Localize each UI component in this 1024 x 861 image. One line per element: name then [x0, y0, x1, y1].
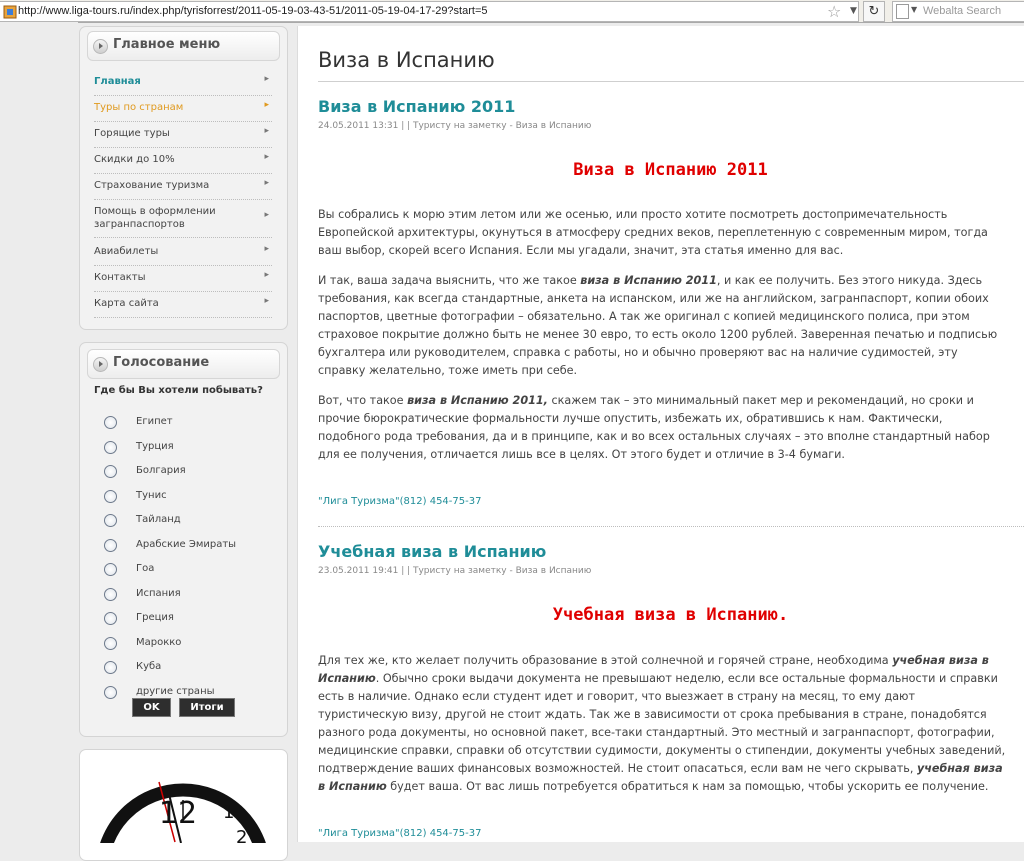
poll-option[interactable] — [104, 609, 274, 627]
article-meta: 23.05.2011 19:41 | | Туристу на заметку - Виза в Испанию — [318, 566, 592, 576]
poll-option[interactable] — [104, 413, 274, 431]
poll-option[interactable] — [104, 634, 274, 652]
poll-question: Где бы Вы хотели побывать? — [94, 385, 263, 396]
menu-item-hot-tours[interactable] — [94, 121, 272, 148]
clock-number-2: 2 — [236, 827, 248, 843]
paragraph-emphasis: учебная виза в Испанию — [318, 762, 1003, 793]
poll-option-label: Тайланд — [136, 514, 181, 525]
clock-module — [79, 749, 288, 861]
chevron-right-icon: ▸ — [264, 296, 269, 306]
poll-option[interactable] — [104, 585, 274, 603]
menu-item-label-line2[interactable]: загранпаспортов — [94, 219, 185, 230]
article-title-link[interactable]: Виза в Испанию 2011 — [318, 97, 516, 116]
contact-line: "Лига Туризма"(812) 454-75-37 — [318, 496, 482, 507]
url-text[interactable]: http://www.liga-tours.ru/index.php/tyrisforrest/2011-05-19-03-43-51/2011-05-19-04-17-29?start=5 — [18, 5, 488, 17]
radio-button[interactable] — [104, 612, 117, 625]
menu-item-sitemap[interactable] — [94, 291, 272, 318]
module-bullet-icon — [93, 39, 108, 54]
poll-option-label: Тунис — [136, 490, 167, 501]
chevron-right-icon: ▸ — [264, 126, 269, 136]
radio-button[interactable] — [104, 441, 117, 454]
search-engine-icon[interactable] — [896, 4, 909, 19]
menu-item-label[interactable]: Контакты — [94, 272, 146, 283]
search-placeholder[interactable]: Webalta Search — [923, 5, 1002, 17]
browser-toolbar — [0, 0, 1024, 23]
paragraph-text: , и как ее получить. Без этого никуда. Здесь требования, как всегда стандартные, анкета на испанском, или же на английском, загранпаспорт, копии обоих паспортов, цветные фотографии – обязательно. А так же оригинал с копией медицинского полиса, при этом страховое покрытие должно быть не менее 30 евро, то есть около 1200 рублей. Заверенная печатью и подписью бухгалтера или руководителем, справка с работы, но и обычно проверяют вас на наличие судимостей, эту справку желательно, тоже иметь при себе. — [318, 274, 998, 377]
poll-option-label: Гоа — [136, 563, 155, 574]
menu-item-label[interactable]: Главная — [94, 76, 141, 87]
article-paragraph — [318, 652, 1008, 796]
radio-button[interactable] — [104, 686, 117, 699]
poll-option[interactable] — [104, 487, 274, 505]
poll-module — [79, 342, 288, 737]
paragraph-text: будет ваша. От вас лишь потребуется обратиться к нам за помощью, чтобы ускорить ее получение. — [386, 780, 989, 793]
chevron-right-icon: ▸ — [264, 244, 269, 254]
menu-item-passport-help[interactable] — [94, 199, 272, 238]
article-paragraph — [318, 206, 1008, 260]
address-bar[interactable] — [0, 1, 859, 22]
clock-number-12: 12 — [158, 796, 198, 831]
radio-button[interactable] — [104, 490, 117, 503]
paragraph-text: Вот, что такое — [318, 394, 408, 407]
article-paragraph — [318, 392, 1008, 464]
main-menu-header — [87, 31, 280, 61]
paragraph-emphasis: учебная виза в Испанию — [318, 654, 989, 685]
vote-ok-button[interactable]: OK — [132, 698, 171, 717]
search-box[interactable] — [892, 1, 1024, 22]
poll-option-label: Турция — [136, 441, 174, 452]
paragraph-text: скажем так – это минимальный пакет мер и рекомендаций, но сроки и прочие бюрократические формальности лучше опустить, избежать их, обратившись к нам. Фактически, подобного рода требования, да и в принципе, как и во всех остальных случаях – это вполне стандартный набор для ее получения, отличается лишь все в целях. От этого будет и отличие в 3-4 бумаги. — [318, 394, 990, 461]
poll-results-button[interactable]: Итоги — [179, 698, 235, 717]
chevron-right-icon: ▸ — [264, 270, 269, 280]
poll-option[interactable] — [104, 560, 274, 578]
left-gutter — [0, 22, 78, 842]
poll-option[interactable] — [104, 462, 274, 480]
module-bullet-icon — [93, 357, 108, 372]
menu-item-label[interactable]: Карта сайта — [94, 298, 159, 309]
radio-button[interactable] — [104, 465, 117, 478]
poll-option-label: Египет — [136, 416, 173, 427]
article-separator — [318, 526, 1024, 527]
main-menu-module — [79, 26, 288, 330]
paragraph-text: И так, ваша задача выяснить, что же такое — [318, 274, 581, 287]
radio-button[interactable] — [104, 588, 117, 601]
main-menu-title: Главное меню — [113, 37, 221, 52]
poll-option[interactable] — [104, 438, 274, 456]
url-dropdown-icon[interactable]: ▼ — [850, 6, 857, 16]
article-paragraph — [318, 272, 1008, 380]
poll-option-label: другие страны — [136, 686, 215, 697]
title-divider — [318, 81, 1024, 82]
menu-item-flights[interactable] — [94, 239, 272, 266]
site-favicon-icon — [3, 5, 17, 19]
poll-option[interactable] — [104, 658, 274, 676]
reload-button[interactable] — [863, 1, 885, 22]
poll-option[interactable] — [104, 536, 274, 554]
poll-option-label: Испания — [136, 588, 181, 599]
menu-item-label[interactable]: Страхование туризма — [94, 180, 210, 191]
radio-button[interactable] — [104, 416, 117, 429]
article-headline: Учебная виза в Испанию. — [552, 605, 789, 625]
search-engine-dropdown-icon[interactable]: ▼ — [911, 5, 918, 14]
chevron-right-icon: ▸ — [264, 74, 269, 84]
bookmark-star-icon[interactable]: ☆ — [827, 2, 842, 21]
radio-button[interactable] — [104, 539, 117, 552]
menu-item-label[interactable]: Авиабилеты — [94, 246, 159, 257]
poll-title: Голосование — [113, 355, 210, 370]
contact-line: "Лига Туризма"(812) 454-75-37 — [318, 828, 482, 839]
reload-icon: ↻ — [868, 4, 880, 19]
menu-item-label[interactable]: Скидки до 10% — [94, 154, 175, 165]
poll-option-label: Куба — [136, 661, 162, 672]
paragraph-text: . Обычно сроки выдачи документа не превышают неделю, если все остальные формальности и справки есть в наличие. Однако если студент идет и говорит, что выезжает в страну на месяц, то ему дают туристическую визу, другой не стоит ждать. Так же в зависимости от срока пребывания в стране, понадобятся разного рода документы, но основной пакет, все-таки стандартный. Это местный и загранпаспорт, фотографии, медицинские справки, справки об отсутствии судимости, документы о стипендии, документы учебных заведений, подтверждение ваших финансовых возможностей. Не стоит опасаться, если вам не чего скрывать, — [318, 672, 1006, 775]
paragraph-text: Вы собрались к морю этим летом или же осенью, или просто хотите посмотреть достопримечательность Европейской архитектуры, окунуться в атмосферу средних веков, переплетенную с современным миром, тогда ваш выбор, скорей всего Испания. Если мы угадали, значит, эта статья именно для вас. — [318, 208, 988, 257]
radio-button[interactable] — [104, 563, 117, 576]
page-title: Виза в Испанию — [318, 48, 495, 72]
article-meta: 24.05.2011 13:31 | | Туристу на заметку - Виза в Испанию — [318, 121, 592, 131]
poll-option-label: Марокко — [136, 637, 182, 648]
menu-item-insurance[interactable] — [94, 173, 272, 200]
paragraph-emphasis: виза в Испанию 2011, — [407, 394, 548, 407]
paragraph-text: Для тех же, кто желает получить образование в этой солнечной и горячей стране, необходима — [318, 654, 893, 667]
article-title-link[interactable]: Учебная виза в Испанию — [318, 542, 547, 561]
chevron-right-icon: ▸ — [264, 210, 269, 220]
chevron-right-icon: ▸ — [264, 178, 269, 188]
article-headline: Виза в Испанию 2011 — [573, 160, 768, 180]
menu-item-discounts[interactable] — [94, 147, 272, 174]
menu-item-country-tours[interactable] — [94, 95, 272, 122]
menu-item-label[interactable]: Туры по странам — [94, 102, 184, 113]
clock-number-1: 1 — [223, 802, 235, 823]
paragraph-emphasis: виза в Испанию 2011 — [580, 274, 717, 287]
menu-item-label[interactable]: Горящие туры — [94, 128, 170, 139]
radio-button[interactable] — [104, 514, 117, 527]
menu-item-contacts[interactable] — [94, 265, 272, 292]
poll-option[interactable] — [104, 511, 274, 529]
poll-option-label: Арабские Эмираты — [136, 539, 237, 550]
poll-header — [87, 349, 280, 379]
chevron-right-icon: ▸ — [264, 100, 269, 110]
poll-option-label: Греция — [136, 612, 174, 623]
chevron-right-icon: ▸ — [264, 152, 269, 162]
radio-button[interactable] — [104, 661, 117, 674]
analog-clock — [80, 750, 287, 843]
menu-item-home[interactable] — [94, 69, 272, 96]
menu-item-label-line1[interactable]: Помощь в оформлении — [94, 206, 216, 217]
poll-option-label: Болгария — [136, 465, 186, 476]
main-content — [297, 26, 1024, 842]
radio-button[interactable] — [104, 637, 117, 650]
